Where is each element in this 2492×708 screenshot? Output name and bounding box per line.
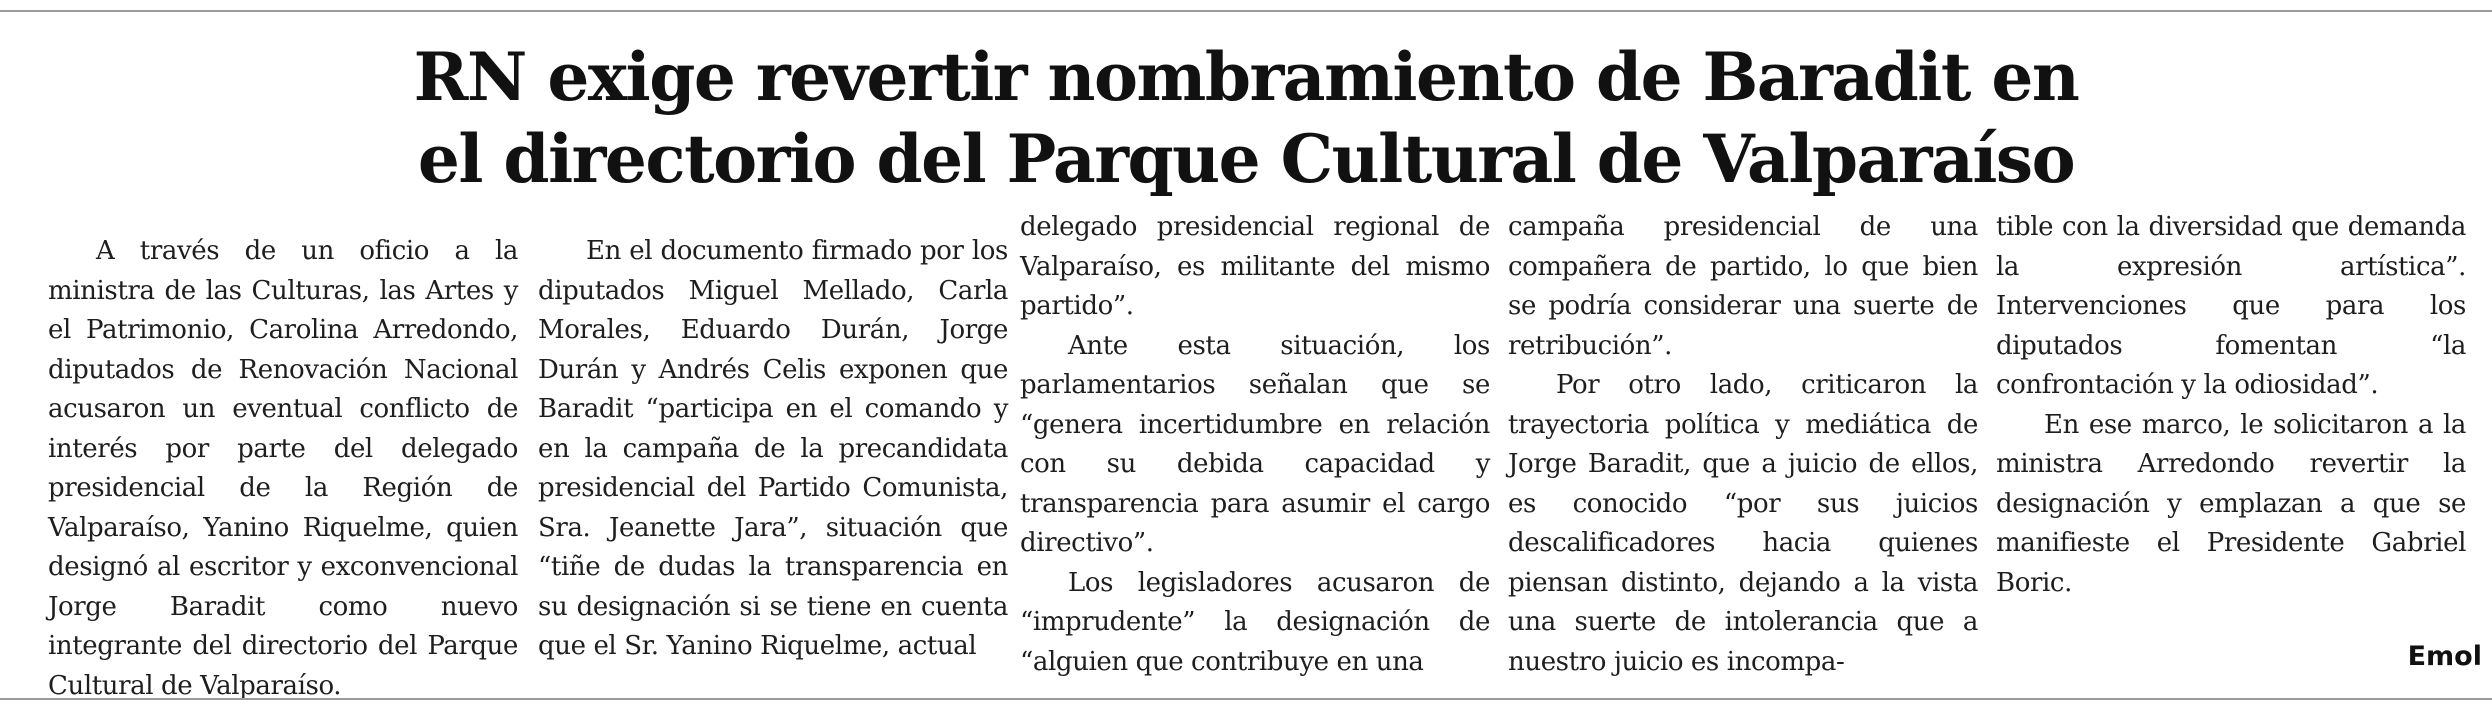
byline: Emol xyxy=(2407,641,2482,672)
paragraph: tible con la diversidad que demanda la expresión artística”. Intervenciones que para los diputados fomentan “la confrontación y la odiosidad”. xyxy=(1996,212,2466,400)
paragraph: A través de un oficio a la ministra de las Culturas, las Artes y el Patrimonio, Carolina Arredondo, diputados de Renovación Nacional acusaron un eventual conflicto de interés por parte del delegado presidencial de la Región de Valparaíso, Yanino Riquelme, quien designó al escritor y exconvencional Jorge Baradit como nuevo integrante del directorio del Parque Cultural de Valparaíso. xyxy=(48,236,518,701)
paragraph: En ese marco, le solicitaron a la ministra Arredondo revertir la designación y emplazan a que se manifieste el Presidente Gabriel Boric. xyxy=(1996,409,2466,598)
paragraph: En el documento firmado por los diputados Miguel Mellado, Carla Morales, Eduardo Durán, Jorge Durán y Andrés Celis exponen que Baradit “participa en el comando y en la campaña de la precandidata presidencial del Partido Comunista, Sra. Jeanette Jara”, situación que “tiñe de dudas la transparencia en su designación si se tiene en cuenta que el Sr. Yanino Riquelme, actual xyxy=(538,236,1008,661)
paragraph: delegado presidencial regional de Valparaíso, es militante del mismo partido”. xyxy=(1020,212,1490,321)
paragraph: campaña presidencial de una compañera de partido, lo que bien se podría considerar una suerte de retribución”. xyxy=(1508,212,1978,361)
column-5 xyxy=(1996,208,2466,603)
column-3 xyxy=(1020,208,1490,682)
headline xyxy=(0,36,2492,200)
headline-line-1: RN exige revertir nombramiento de Baradit en xyxy=(413,38,2079,116)
top-rule xyxy=(0,10,2492,12)
paragraph: Los legisladores acusaron de “imprudente” la designación de “alguien que contribuye en una xyxy=(1020,567,1490,677)
headline-line-2: el directorio del Parque Cultural de Valparaíso xyxy=(417,120,2075,198)
paragraph: Por otro lado, criticaron la trayectoria política y mediática de Jorge Baradit, que a juicio de ellos, es conocido “por sus juicios descalificadores hacia quienes piensan distinto, dejando a la vista una suerte de intolerancia que a nuestro juicio es incompa- xyxy=(1508,370,1978,677)
paragraph: Ante esta situación, los parlamentarios señalan que se “genera incertidumbre en relación con su debida capacidad y transparencia para asumir el cargo directivo”. xyxy=(1020,330,1490,558)
column-2 xyxy=(538,232,1008,667)
bottom-rule xyxy=(0,698,2492,700)
column-1 xyxy=(48,232,518,706)
column-4 xyxy=(1508,208,1978,682)
article-body xyxy=(0,208,2492,701)
